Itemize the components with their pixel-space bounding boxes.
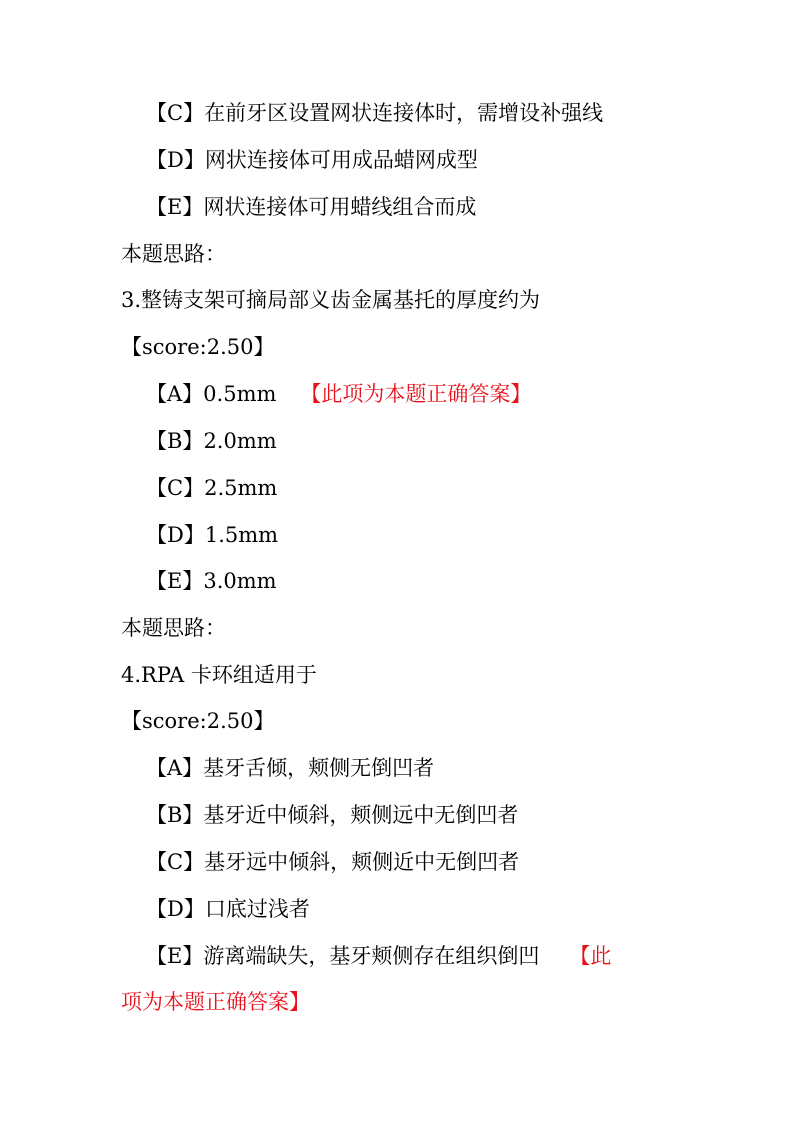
q4-option-c: [146, 847, 519, 877]
option-text: 3.0mm: [203, 569, 277, 593]
correct-answer-marker: 【此: [569, 944, 612, 968]
option-letter: 【C】: [146, 476, 205, 500]
option-letter: 【A】: [146, 756, 204, 780]
q3-explanation-label: 本题思路：: [121, 616, 226, 640]
correct-answer-marker: 【此项为本题正确答案】: [300, 382, 532, 406]
option-letter: 【D】: [146, 523, 205, 547]
q3-option-a: [146, 379, 531, 409]
option-text: 在前牙区设置网状连接体时，需增设补强线: [204, 101, 604, 125]
option-letter: 【D】: [146, 148, 205, 172]
q2-explanation-label: 本题思路：: [121, 242, 226, 266]
q2-option-c: [146, 98, 603, 128]
option-text: 口底过浅者: [204, 897, 310, 921]
q2-option-e: [146, 192, 476, 222]
q3-score: 【score:2.50】: [121, 335, 275, 359]
q4-option-e: [146, 941, 611, 971]
option-text: 2.0mm: [203, 429, 277, 453]
option-letter: 【C】: [146, 850, 205, 874]
q3-option-c: [146, 473, 277, 503]
option-text: 2.5mm: [204, 476, 278, 500]
q4-option-d: [146, 894, 310, 924]
option-letter: 【A】: [146, 382, 204, 406]
option-text: 0.5mm: [203, 382, 277, 406]
option-letter: 【B】: [146, 429, 204, 453]
q3-option-e: [146, 566, 277, 596]
q3-stem: 3.整铸支架可摘局部义齿金属基托的厚度约为: [121, 288, 541, 312]
q4-stem: 4.RPA 卡环组适用于: [121, 663, 317, 687]
q4-score: 【score:2.50】: [121, 709, 275, 733]
q4-option-b: [146, 800, 518, 830]
q2-option-d: [146, 145, 478, 175]
option-text: 基牙近中倾斜，颊侧远中无倒凹者: [203, 803, 519, 827]
option-letter: 【E】: [146, 195, 204, 219]
q3-option-d: [146, 520, 278, 550]
option-text: 基牙远中倾斜，颊侧近中无倒凹者: [204, 850, 520, 874]
option-text: 网状连接体可用成品蜡网成型: [204, 148, 478, 172]
option-text: 1.5mm: [204, 523, 279, 547]
option-letter: 【B】: [146, 803, 204, 827]
option-letter: 【C】: [146, 101, 205, 125]
q3-option-b: [146, 426, 277, 456]
option-text: 基牙舌倾，颊侧无倒凹者: [203, 756, 435, 780]
option-letter: 【E】: [146, 569, 204, 593]
q4-correct-marker-continued: 项为本题正确答案】: [121, 990, 310, 1014]
option-letter: 【E】: [146, 944, 204, 968]
option-text: 游离端缺失，基牙颊侧存在组织倒凹: [203, 944, 540, 968]
option-text: 网状连接体可用蜡线组合而成: [203, 195, 477, 219]
option-letter: 【D】: [146, 897, 205, 921]
q4-option-a: [146, 753, 434, 783]
